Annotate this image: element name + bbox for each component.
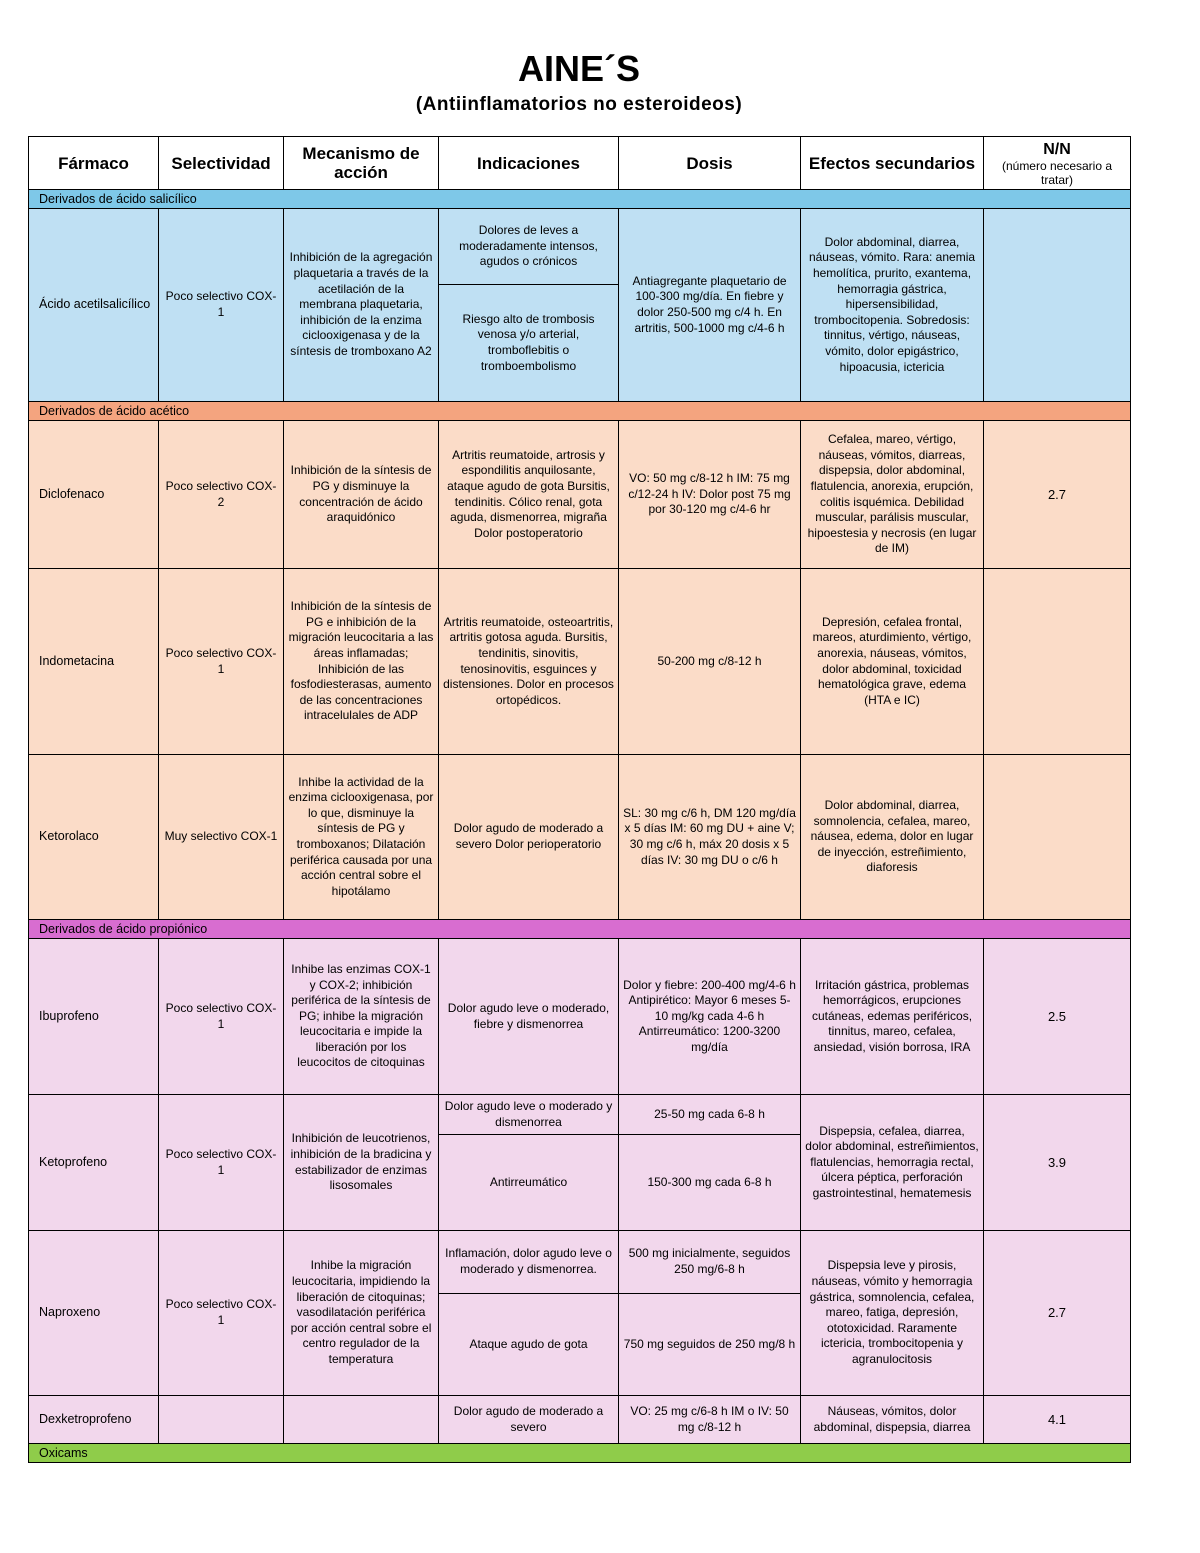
header-nn-title: N/N <box>1043 140 1071 158</box>
cell-dosis: Antiagregante plaquetario de 100-300 mg/día. En fiebre y dolor 250-500 mg c/4 h. En artritis, 500-1000 mg c/4-6 h <box>619 209 801 402</box>
cell-dosis: 500 mg inicialmente, seguidos 250 mg/6-8 h <box>619 1231 801 1294</box>
header-efectos: Efectos secundarios <box>801 137 984 190</box>
cell-indicaciones: Inflamación, dolor agudo leve o moderado y dismenorrea. <box>439 1231 619 1294</box>
cell-dosis: VO: 50 mg c/8-12 h IM: 75 mg c/12-24 h IV: Dolor post 75 mg por 30-120 mg c/4-6 hr <box>619 421 801 569</box>
cell-nn: 4.1 <box>984 1396 1131 1444</box>
cell-nn <box>984 755 1131 920</box>
cell-selectividad: Poco selectivo COX-1 <box>159 209 284 402</box>
table-row <box>29 421 1131 569</box>
cell-indicaciones: Dolor agudo de moderado a severo <box>439 1396 619 1444</box>
cell-selectividad: Poco selectivo COX-1 <box>159 569 284 755</box>
cell-indicaciones: Ataque agudo de gota <box>439 1294 619 1396</box>
cell-selectividad <box>159 1396 284 1444</box>
cell-nn: 2.7 <box>984 1231 1131 1396</box>
cell-efectos: Dolor abdominal, diarrea, somnolencia, cefalea, mareo, náusea, edema, dolor en lugar de inyección, estreñimiento, diaforesis <box>801 755 984 920</box>
header-farmaco: Fármaco <box>29 137 159 190</box>
cell-mecanismo: Inhibición de leucotrienos, inhibición de la bradicina y estabilizador de enzimas lisosomales <box>284 1095 439 1231</box>
cell-selectividad: Muy selectivo COX-1 <box>159 755 284 920</box>
header-nn-subtitle: (número necesario a tratar) <box>1001 158 1113 187</box>
cell-farmaco: Diclofenaco <box>29 421 159 569</box>
cell-efectos: Náuseas, vómitos, dolor abdominal, dispepsia, diarrea <box>801 1396 984 1444</box>
cell-nn: 3.9 <box>984 1095 1131 1231</box>
cell-mecanismo <box>284 1396 439 1444</box>
cell-mecanismo: Inhibe las enzimas COX-1 y COX-2; inhibición periférica de la síntesis de PG; inhibe la migración leucocitaria e impide la liberación por los leucocitos de citoquinas <box>284 939 439 1095</box>
table-row <box>29 1396 1131 1444</box>
cell-indicaciones: Dolores de leves a moderadamente intensos, agudos o crónicos <box>439 209 619 285</box>
cell-selectividad: Poco selectivo COX-2 <box>159 421 284 569</box>
cell-mecanismo: Inhibición de la agregación plaquetaria a través de la acetilación de la membrana plaquetaria, inhibición de la enzima ciclooxigenasa y de la síntesis de tromboxano A2 <box>284 209 439 402</box>
page-title: AINE´S <box>517 48 640 89</box>
table-row <box>29 755 1131 920</box>
page-subtitle: (Antiinflamatorios no esteroideos) <box>415 94 743 115</box>
group-row-propionico <box>29 920 1131 939</box>
header-dosis: Dosis <box>619 137 801 190</box>
cell-efectos: Irritación gástrica, problemas hemorrágicos, erupciones cutáneas, edemas periféricos, tinnitus, mareo, cefalea, ansiedad, visión borrosa, IRA <box>801 939 984 1095</box>
cell-indicaciones: Dolor agudo leve o moderado y dismenorrea <box>439 1095 619 1135</box>
cell-dosis: 150-300 mg cada 6-8 h <box>619 1135 801 1231</box>
cell-farmaco: Naproxeno <box>29 1231 159 1396</box>
cell-farmaco: Ketoprofeno <box>29 1095 159 1231</box>
cell-farmaco: Indometacina <box>29 569 159 755</box>
cell-dosis: 50-200 mg c/8-12 h <box>619 569 801 755</box>
cell-efectos: Depresión, cefalea frontal, mareos, aturdimiento, vértigo, anorexia, náuseas, vómitos, dolor abdominal, toxicidad hematológica grave, edema (HTA e IC) <box>801 569 984 755</box>
header-nn <box>984 137 1131 190</box>
cell-mecanismo: Inhibición de la síntesis de PG e inhibición de la migración leucocitaria a las áreas inflamadas; Inhibición de las fosfodiesterasas, aumento de las concentraciones intracelulales de ADP <box>284 569 439 755</box>
aines-table <box>28 136 1131 1463</box>
group-label: Derivados de ácido acético <box>29 402 1131 421</box>
group-row-salicilico <box>29 190 1131 209</box>
header-indicaciones: Indicaciones <box>439 137 619 190</box>
cell-dosis: SL: 30 mg c/6 h, DM 120 mg/día x 5 días IM: 60 mg DU + aine V; 30 mg c/6 h, máx 20 dosis x 5 días IV: 30 mg DU o c/6 h <box>619 755 801 920</box>
header-selectividad: Selectividad <box>159 137 284 190</box>
cell-farmaco: Ketorolaco <box>29 755 159 920</box>
cell-efectos: Dolor abdominal, diarrea, náuseas, vómito. Rara: anemia hemolítica, prurito, exantema, hemorragia gástrica, hipersensibilidad, trombocitopenia. Sobredosis: tinnitus, vértigo, náuseas, vómito, dolor epigástrico, hipoacusia, ictericia <box>801 209 984 402</box>
table-row <box>29 1231 1131 1294</box>
table-row <box>29 569 1131 755</box>
cell-dosis: VO: 25 mg c/6-8 h IM o IV: 50 mg c/8-12 h <box>619 1396 801 1444</box>
cell-indicaciones: Dolor agudo de moderado a severo Dolor perioperatorio <box>439 755 619 920</box>
cell-mecanismo: Inhibe la actividad de la enzima ciclooxigenasa, por lo que, disminuye la síntesis de PG y tromboxanos; Dilatación periférica causada por una acción central sobre el hipotálamo <box>284 755 439 920</box>
cell-dosis: Dolor y fiebre: 200-400 mg/4-6 h Antipirético: Mayor 6 meses 5-10 mg/kg cada 4-6 h Antirreumático: 1200-3200 mg/día <box>619 939 801 1095</box>
cell-farmaco: Dexketroprofeno <box>29 1396 159 1444</box>
table-row <box>29 209 1131 285</box>
group-row-acetico <box>29 402 1131 421</box>
cell-indicaciones: Dolor agudo leve o moderado, fiebre y dismenorrea <box>439 939 619 1095</box>
cell-mecanismo: Inhibición de la síntesis de PG y disminuye la concentración de ácido araquidónico <box>284 421 439 569</box>
cell-indicaciones: Artritis reumatoide, osteoartritis, artritis gotosa aguda. Bursitis, tendinitis, sinovitis, tenosinovitis, esguinces y distensiones. Dolor en procesos ortopédicos. <box>439 569 619 755</box>
header-mecanismo: Mecanismo de acción <box>284 137 439 190</box>
cell-nn: 2.5 <box>984 939 1131 1095</box>
cell-nn <box>984 209 1131 402</box>
group-row-oxicams <box>29 1444 1131 1463</box>
cell-dosis: 750 mg seguidos de 250 mg/8 h <box>619 1294 801 1396</box>
cell-farmaco: Ibuprofeno <box>29 939 159 1095</box>
cell-selectividad: Poco selectivo COX-1 <box>159 1095 284 1231</box>
cell-dosis: 25-50 mg cada 6-8 h <box>619 1095 801 1135</box>
cell-efectos: Dispepsia, cefalea, diarrea, dolor abdominal, estreñimientos, flatulencias, hemorragia rectal, úlcera péptica, perforación gastrointestinal, hematemesis <box>801 1095 984 1231</box>
cell-farmaco: Ácido acetilsalicílico <box>29 209 159 402</box>
cell-indicaciones: Antirreumático <box>439 1135 619 1231</box>
cell-efectos: Dispepsia leve y pirosis, náuseas, vómito y hemorragia gástrica, somnolencia, cefalea, mareo, fatiga, depresión, ototoxicidad. Raramente ictericia, trombocitopenia y agranulocitosis <box>801 1231 984 1396</box>
group-label: Derivados de ácido salicílico <box>29 190 1131 209</box>
cell-selectividad: Poco selectivo COX-1 <box>159 939 284 1095</box>
cell-efectos: Cefalea, mareo, vértigo, náuseas, vómitos, diarreas, dispepsia, dolor abdominal, flatulencia, anorexia, erupción, colitis isquémica. Debilidad muscular, parálisis muscular, hipoestesia y necrosis (en lugar de IM) <box>801 421 984 569</box>
cell-selectividad: Poco selectivo COX-1 <box>159 1231 284 1396</box>
cell-mecanismo: Inhibe la migración leucocitaria, impidiendo la liberación de citoquinas; vasodilatación periférica por acción central sobre el centro regulador de la temperatura <box>284 1231 439 1396</box>
group-label: Oxicams <box>29 1444 1131 1463</box>
cell-indicaciones: Riesgo alto de trombosis venosa y/o arterial, tromboflebitis o tromboembolismo <box>439 285 619 402</box>
cell-nn: 2.7 <box>984 421 1131 569</box>
group-label: Derivados de ácido propiónico <box>29 920 1131 939</box>
table-row <box>29 1095 1131 1135</box>
cell-indicaciones: Artritis reumatoide, artrosis y espondilitis anquilosante, ataque agudo de gota Bursitis, tendinitis. Cólico renal, gota aguda, dismenorrea, migraña Dolor postoperatorio <box>439 421 619 569</box>
table-row <box>29 939 1131 1095</box>
header-row <box>29 137 1131 190</box>
cell-nn <box>984 569 1131 755</box>
